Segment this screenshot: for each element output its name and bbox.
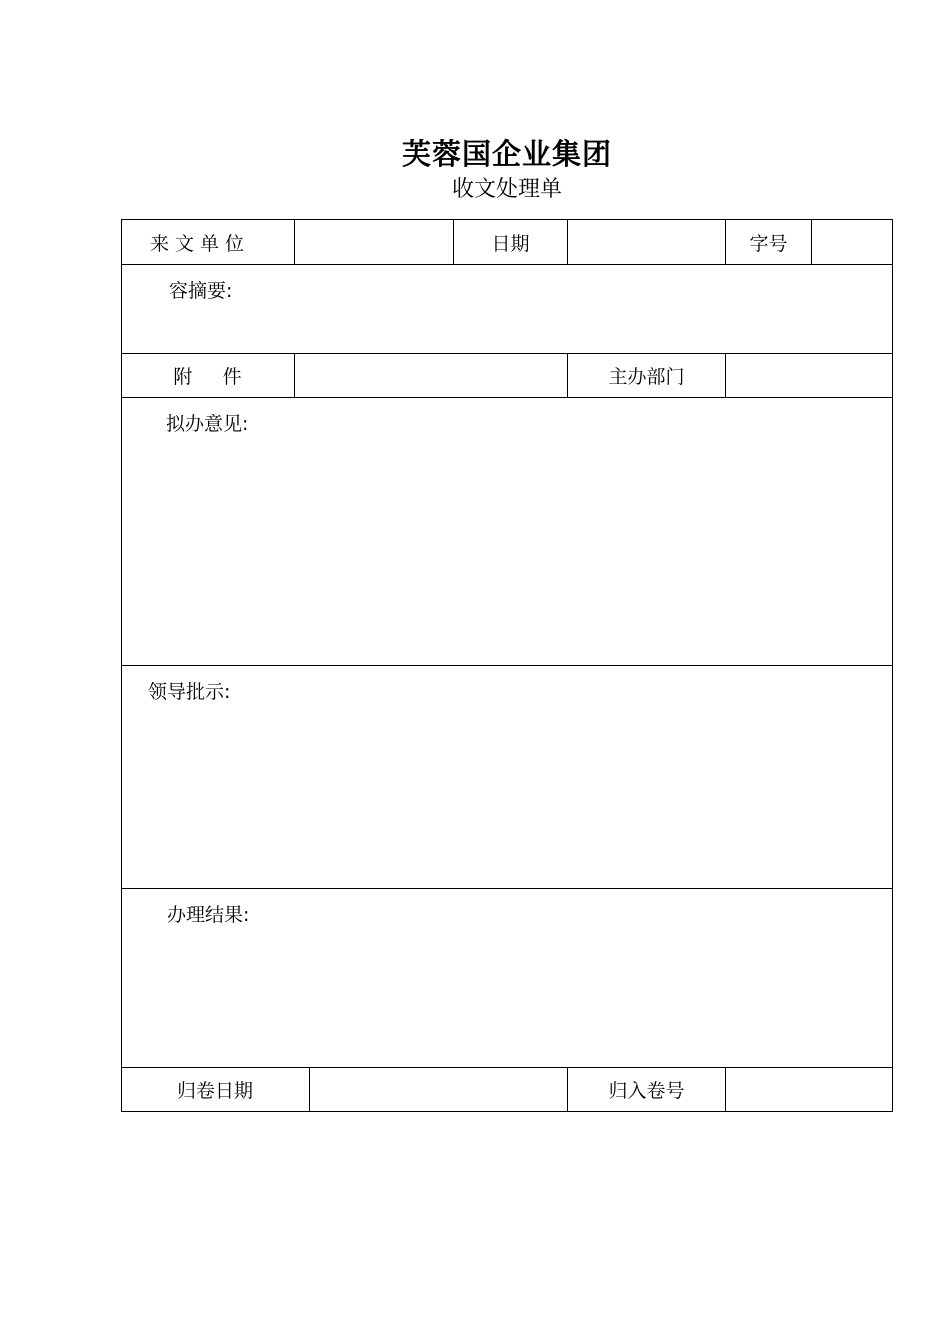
proposal-field[interactable] (141, 441, 881, 651)
form-title: 收文处理单 (451, 177, 562, 202)
leader-instructions-label: 领导批示: (148, 681, 231, 703)
doc-number-field[interactable] (812, 220, 892, 264)
company-title: 芙蓉国企业集团 (401, 137, 612, 171)
document-form-table (121, 219, 893, 1112)
summary-field[interactable] (141, 305, 881, 349)
attachment-field[interactable] (295, 354, 567, 397)
row-divider (121, 665, 893, 666)
result-field[interactable] (141, 932, 881, 1057)
host-department-field[interactable] (726, 354, 892, 397)
row-divider (121, 397, 893, 398)
archive-date-field[interactable] (310, 1068, 567, 1111)
date-field[interactable] (568, 220, 725, 264)
date-label: 日期 (491, 232, 530, 255)
sender-field[interactable] (295, 220, 453, 264)
result-label: 办理结果: (167, 904, 250, 926)
row-divider (121, 264, 893, 265)
leader-instructions-field[interactable] (141, 709, 881, 879)
summary-label: 容摘要: (169, 280, 233, 302)
volume-number-label: 归入卷号 (608, 1080, 685, 1102)
proposal-label: 拟办意见: (166, 413, 249, 435)
volume-number-field[interactable] (726, 1068, 892, 1111)
table-border-right (892, 219, 893, 1112)
row-divider (121, 888, 893, 889)
table-border-left (121, 219, 122, 1112)
attachment-label: 附 件 (173, 366, 242, 388)
doc-number-label: 字号 (749, 232, 788, 255)
archive-date-label: 归卷日期 (176, 1080, 253, 1102)
table-border-bottom (121, 1111, 893, 1112)
host-department-label: 主办部门 (608, 366, 685, 388)
sender-label: 来 文 单 位 (149, 232, 245, 255)
